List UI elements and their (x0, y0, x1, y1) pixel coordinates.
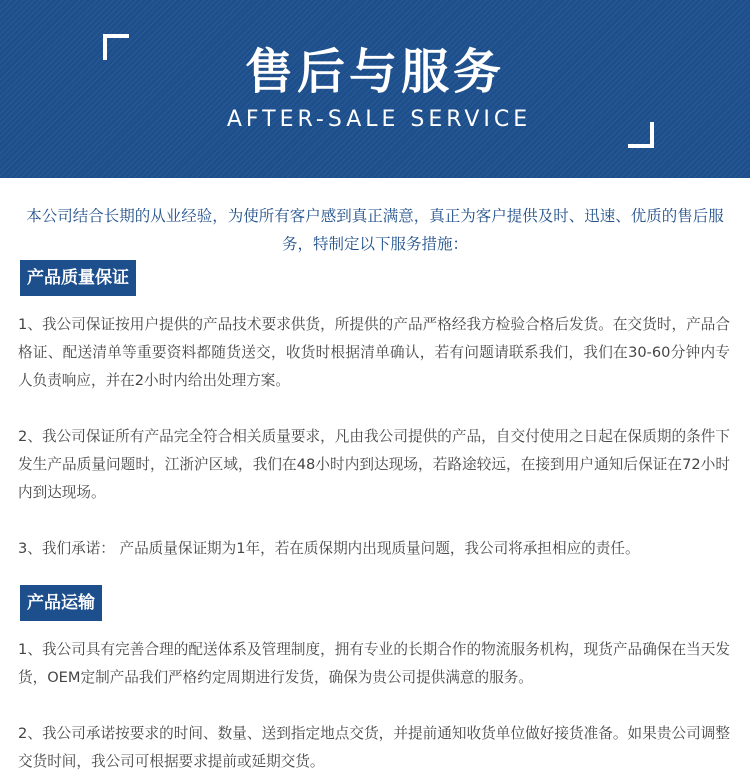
section-heading-quality: 产品质量保证 (20, 260, 136, 296)
quality-item-1: 1、我公司保证按用户提供的产品技术要求供货，所提供的产品严格经我方检验合格后发货。在交货时，产品合格证、配送清单等重要资料都随货送交，收货时根据清单确认，若有问题请联系我们，我们在30-60分钟内专人负责响应，并在2小时内给出处理方案。 (18, 316, 730, 389)
quality-item-3: 3、我们承诺： 产品质量保证期为1年，若在质保期内出现质量问题，我公司将承担相应的责任。 (18, 540, 640, 557)
transport-item-2: 2、我公司承诺按要求的时间、数量、送到指定地点交货，并提前通知收货单位做好接货准备。如果贵公司调整交货时间，我公司可根据要求提前或延期交货。 (18, 725, 730, 770)
page-subtitle: AFTER-SALE SERVICE (226, 107, 532, 132)
transport-item-1: 1、我公司具有完善合理的配送体系及管理制度，拥有专业的长期合作的物流服务机构，现货产品确保在当天发货，OEM定制产品我们严格约定周期进行发货，确保为贵公司提供满意的服务。 (18, 641, 730, 686)
quality-item-2: 2、我公司保证所有产品完全符合相关质量要求，凡由我公司提供的产品，自交付使用之日起在保质期的条件下发生产品质量问题时，江浙沪区域，我们在48小时内到达现场，若路途较远，在接到用户通知后保证在72小时内到达现场。 (18, 428, 730, 501)
header-banner (0, 0, 750, 178)
corner-bracket-bottom-right-icon (628, 122, 654, 148)
intro-text: 本公司结合长期的从业经验，为使所有客户感到真正满意，真正为客户提供及时、迅速、优质的售后服务，特制定以下服务措施： (26, 207, 724, 253)
section-heading-transport: 产品运输 (20, 585, 102, 621)
page-title: 售后与服务 (244, 44, 505, 100)
